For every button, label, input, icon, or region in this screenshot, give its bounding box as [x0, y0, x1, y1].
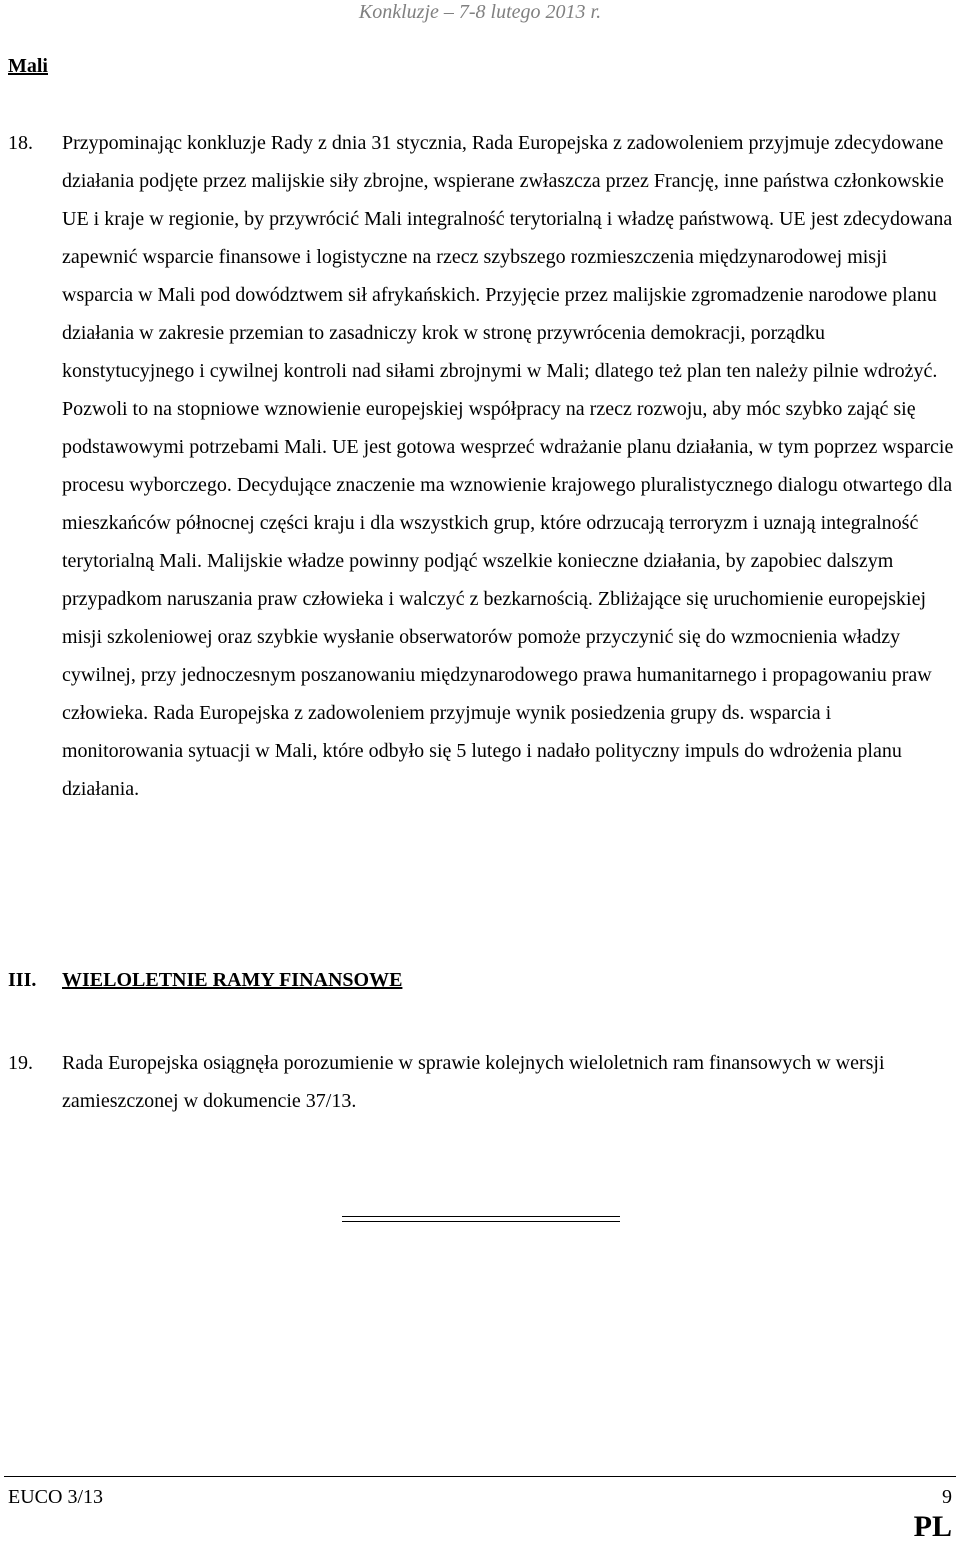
section-heading-mali: Mali: [8, 55, 48, 77]
paragraph-18: [8, 124, 954, 808]
footer-language: PL: [913, 1510, 952, 1543]
paragraph-text: Rada Europejska osiągnęła porozumienie w sprawie kolejnych wieloletnich ram finansowych w wersji zamieszczonej w dokumencie 37/13.: [62, 1052, 885, 1112]
section-title: WIELOLETNIE RAMY FINANSOWE: [62, 969, 403, 991]
paragraph-19: [8, 1044, 954, 1120]
footer-doc-ref: EUCO 3/13: [8, 1486, 103, 1508]
end-separator: [342, 1216, 620, 1222]
running-header: Konkluzje – 7-8 lutego 2013 r.: [358, 1, 602, 23]
section-number: III.: [8, 969, 37, 991]
section-heading-iii: [8, 966, 402, 994]
paragraph-number: 19.: [8, 1052, 33, 1074]
paragraph-number: 18.: [8, 132, 33, 154]
footer-page-number: 9: [942, 1486, 952, 1508]
footer-rule: [4, 1476, 956, 1477]
paragraph-text: Przypominając konkluzje Rady z dnia 31 stycznia, Rada Europejska z zadowoleniem przyjmuje zdecydowane działania podjęte przez malijskie siły zbrojne, wspierane zwłaszcza przez Francję, inne państwa członkowskie UE i kraje w regionie, by przywrócić Mali integralność terytorialną i władzę państwową. UE jest zdecydowana zapewnić wsparcie finansowe i logistyczne na rzecz szybszego rozmieszczenia międzynarodowej misji wsparcia w Mali pod dowództwem sił afrykańskich. Przyjęcie przez malijskie zgromadzenie narodowe planu działania w zakresie przemian to zasadniczy krok w stronę przywrócenia demokracji, porządku konstytucyjnego i cywilnej kontroli nad siłami zbrojnymi w Mali; dlatego też plan ten należy pilnie wdrożyć. Pozwoli to na stopniowe wznowienie europejskiej współpracy na rzecz rozwoju, aby móc szybko zająć się podstawowymi potrzebami Mali. UE jest gotowa wesprzeć wdrażanie planu działania, w tym poprzez wsparcie procesu wyborczego. Decydujące znaczenie ma wznowienie krajowego pluralistycznego dialogu otwartego dla mieszkańców północnej części kraju i dla wszystkich grup, które odrzucają terroryzm i uznają integralność terytorialną Mali. Malijskie władze powinny podjąć wszelkie konieczne działania, by zapobiec dalszym przypadkom naruszania praw człowieka i walczyć z bezkarnością. Zbliżające się uruchomienie europejskiej misji szkoleniowej oraz szybkie wysłanie obserwatorów pomoże przyczynić się do wzmocnienia władzy cywilnej, przy jednoczesnym poszanowaniu międzynarodowego prawa humanitarnego i propagowaniu praw człowieka. Rada Europejska z zadowoleniem przyjmuje wynik posiedzenia grupy ds. wsparcia i monitorowania sytuacji w Mali, które odbyło się 5 lutego i nadało polityczny impuls do wdrożenia planu działania.: [62, 132, 954, 800]
